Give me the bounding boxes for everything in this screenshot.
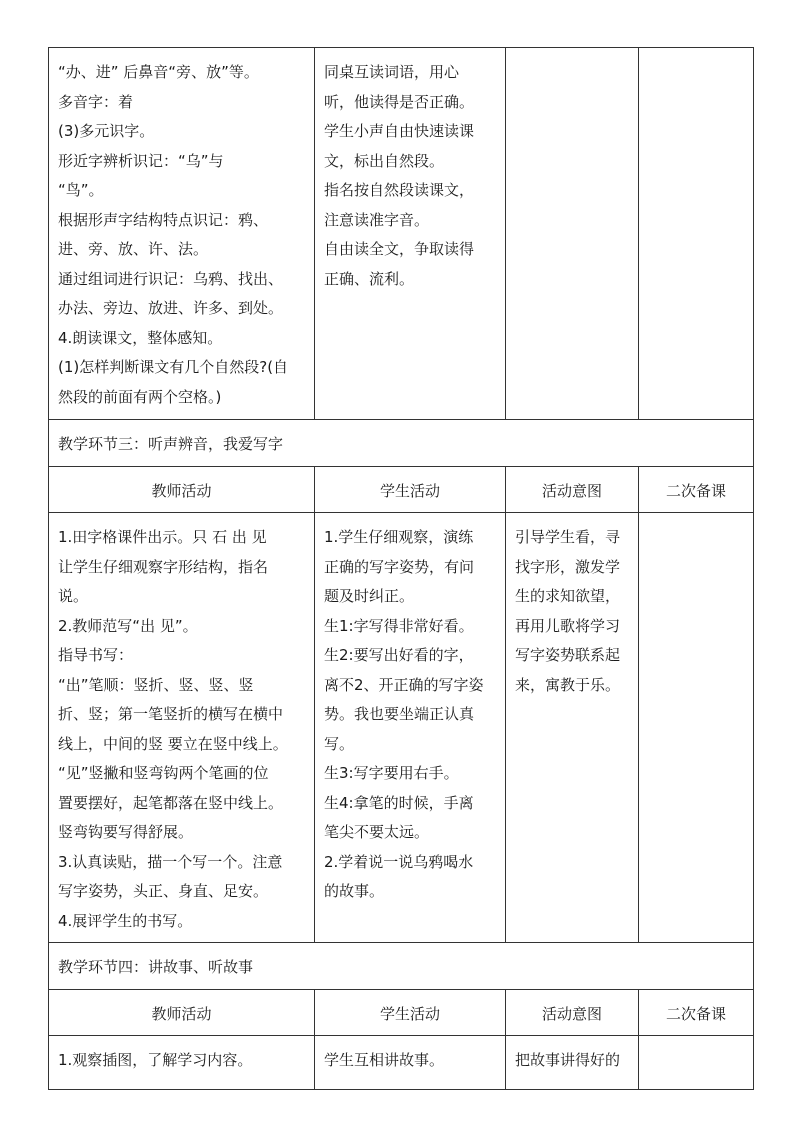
cell-text-line: 笔尖不要太远。 [324, 823, 430, 841]
cell-text-line: 然段的前面有两个空格。) [58, 387, 222, 406]
cell-text-line: 1.观察插图，了解学习内容。 [58, 1051, 253, 1069]
cell-text-line: 引导学生看，寻 [515, 528, 621, 546]
cell-text-line: “出”笔顺：竖折、竖、竖、竖 [58, 675, 254, 694]
header-activity-intent: 活动意图 [506, 466, 639, 513]
cell-text-line: 写字姿势联系起 [515, 646, 621, 664]
cell-text-line: 找字形，激发学 [515, 557, 621, 576]
cell-text-line: 正确、流利。 [324, 269, 415, 288]
section-4-title-row [49, 943, 754, 990]
cell-text-line: 势。我也要坐端正认真 [324, 705, 475, 723]
header-activity-intent: 活动意图 [506, 989, 639, 1036]
second-prep-cell [639, 513, 754, 943]
cell-text-line: 的故事。 [324, 882, 385, 900]
cell-text-line: 写。 [324, 734, 355, 753]
activity-intent-cell [506, 513, 639, 943]
cell-text-line: 1.田字格课件出示。只 石 出 见 [58, 528, 267, 546]
cell-text-line: 来，寓教于乐。 [515, 675, 621, 694]
cell-text-line: 形近字辨析识记：“乌”与 [58, 151, 224, 170]
cell-text-line: 根据形声字结构特点识记：鸦、 [58, 210, 269, 229]
cell-text-line: 让学生仔细观察字形结构，指名 [58, 557, 269, 576]
cell-text-line: 1.学生仔细观察，演练 [324, 528, 474, 546]
activity-intent-cell [506, 1036, 639, 1090]
cell-text-line: 生2:要写出好看的字， [324, 646, 474, 664]
header-second-prep: 二次备课 [639, 989, 754, 1036]
cell-text-line: 办法、旁边、放进、许多、到处。 [58, 299, 284, 317]
cell-text-line: 自由读全文，争取读得 [324, 240, 475, 258]
cell-text-line: “鸟”。 [58, 181, 104, 199]
cell-text-line: 指名按自然段读课文， [324, 181, 475, 199]
cell-text-line: (1)怎样判断课文有几个自然段?(自 [58, 358, 289, 376]
cell-text-line: 把故事讲得好的 [515, 1051, 621, 1069]
cell-text-line: 进、旁、放、许、法。 [58, 240, 209, 258]
teacher-activity-cell [49, 513, 315, 943]
section-4-title: 教学环节四：讲故事、听故事 [49, 943, 754, 990]
cell-text-line: 生3:写字要用右手。 [324, 764, 459, 782]
cell-text-line: 说。 [58, 587, 89, 605]
cell-text-line: 文，标出自然段。 [324, 151, 445, 170]
section-4-header-row [49, 989, 754, 1036]
cell-text-line: 学生互相讲故事。 [324, 1051, 445, 1069]
section-3-header-row [49, 466, 754, 513]
cell-text-line: 同桌互读词语，用心 [324, 63, 460, 81]
student-activity-cell [315, 48, 506, 420]
section-4-content-row [49, 1036, 754, 1090]
second-prep-cell [639, 1036, 754, 1090]
cell-text-line: 听，他读得是否正确。 [324, 92, 475, 111]
cell-text-line: 折、竖；第一笔竖折的横写在横中 [58, 705, 284, 723]
cell-text-line: 学生小声自由快速读课 [324, 122, 475, 140]
header-student-activity: 学生活动 [315, 989, 506, 1036]
cell-text-line: 注意读准字音。 [324, 210, 430, 229]
cell-text-line: 指导书写： [58, 646, 134, 664]
section-3-title: 教学环节三：听声辨音，我爱写字 [49, 420, 754, 467]
cell-text-line: 离不2、开正确的写字姿 [324, 675, 484, 694]
header-teacher-activity: 教师活动 [49, 466, 315, 513]
student-activity-cell [315, 1036, 506, 1090]
cell-text-line: 竖弯钩要写得舒展。 [58, 823, 194, 841]
cell-text-line: 线上，中间的竖 要立在竖中线上。 [58, 734, 288, 753]
cell-text-line: 题及时纠正。 [324, 587, 415, 605]
cell-text-line: 写字姿势，头正、身直、足安。 [58, 882, 269, 900]
cell-text-line: 生4:拿笔的时候，手离 [324, 793, 474, 812]
section-3-content-row [49, 513, 754, 943]
header-teacher-activity: 教师活动 [49, 989, 315, 1036]
cell-text-line: 生的求知欲望， [515, 587, 621, 605]
lesson-plan-table [48, 47, 754, 1090]
header-second-prep: 二次备课 [639, 466, 754, 513]
continuation-row [49, 48, 754, 420]
cell-text-line: 2.学着说一说乌鸦喝水 [324, 852, 474, 871]
teacher-activity-cell [49, 1036, 315, 1090]
cell-text-line: 生1:字写得非常好看。 [324, 616, 474, 635]
activity-intent-cell [506, 48, 639, 420]
cell-text-line: 4.展评学生的书写。 [58, 911, 193, 930]
cell-text-line: 3.认真读贴，描一个写一个。注意 [58, 852, 283, 871]
cell-text-line: 置要摆好，起笔都落在竖中线上。 [58, 793, 284, 812]
cell-text-line: 正确的写字姿势，有问 [324, 557, 475, 576]
cell-text-line: 通过组词进行识记：乌鸦、找出、 [58, 269, 284, 288]
teacher-activity-cell [49, 48, 315, 420]
section-3-title-row [49, 420, 754, 467]
cell-text-line: (3)多元识字。 [58, 122, 155, 140]
header-student-activity: 学生活动 [315, 466, 506, 513]
cell-text-line: 多音字：着 [58, 92, 134, 111]
cell-text-line: 2.教师范写“出 见”。 [58, 616, 198, 635]
cell-text-line: “办、进” 后鼻音“旁、放”等。 [58, 63, 259, 81]
cell-text-line: 4.朗读课文，整体感知。 [58, 328, 223, 347]
student-activity-cell [315, 513, 506, 943]
second-prep-cell [639, 48, 754, 420]
cell-text-line: 再用儿歌将学习 [515, 616, 621, 635]
cell-text-line: “见”竖撇和竖弯钩两个笔画的位 [58, 764, 269, 782]
